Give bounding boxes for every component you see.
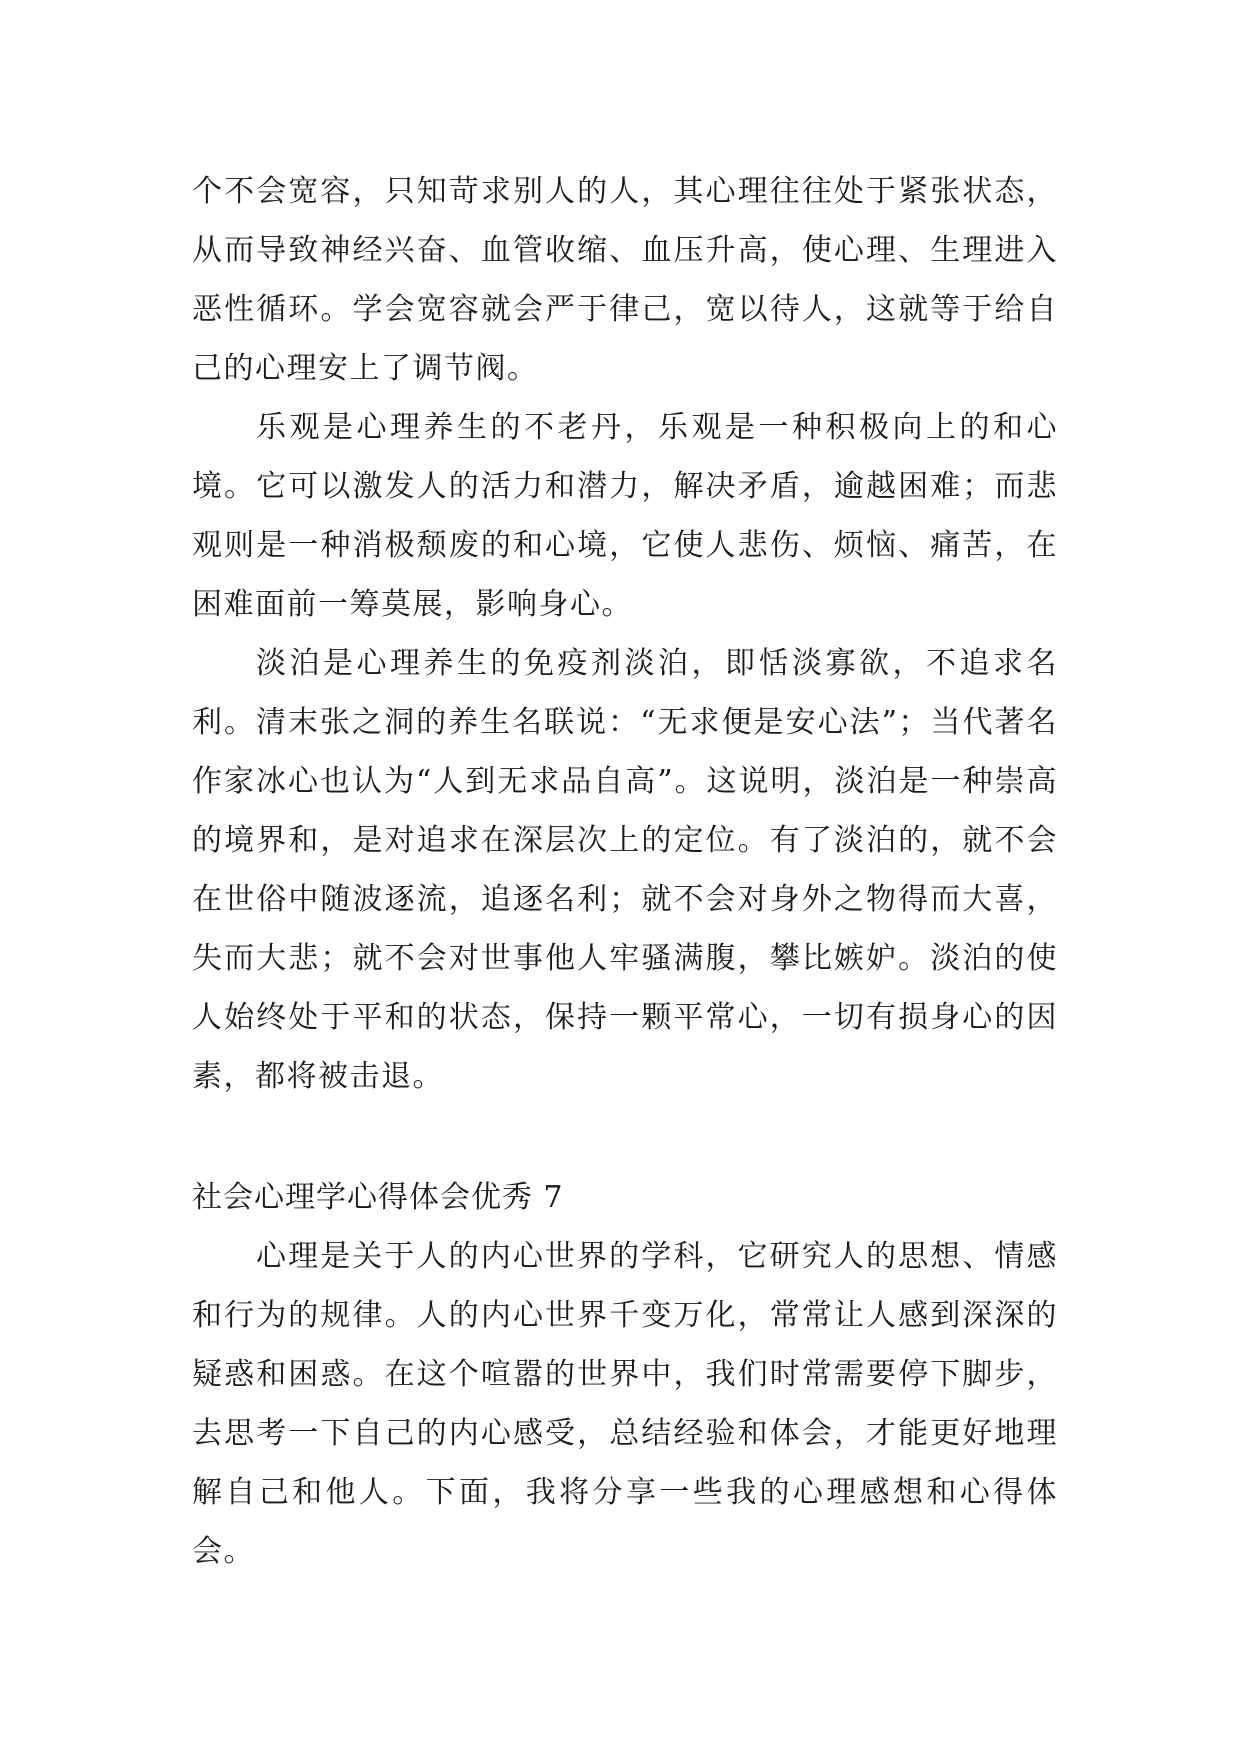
paragraph-psychology-intro: 心理是关于人的内心世界的学科，它研究人的思想、情感和行为的规律。人的内心世界千变万化，常常让人感到深深的疑惑和困惑。在这个喧嚣的世界中，我们时常需要停下脚步，去思考一下自己的内心感受，总结经验和体会，才能更好地理解自己和他人。下面，我将分享一些我的心理感想和心得体会。 [192,1239,1058,1569]
paragraph-tolerance: 个不会宽容，只知苛求别人的人，其心理往往处于紧张状态，从而导致神经兴奋、血管收缩、血压升高，使心理、生理进入恶性循环。学会宽容就会严于律己，宽以待人，这就等于给自己的心理安上了调节阀。 [192,174,1058,386]
section-title: 社会心理学心得体会优秀 7 [192,1180,564,1215]
document-body [192,162,1058,1581]
paragraph-indifference: 淡泊是心理养生的免疫剂淡泊，即恬淡寡欲，不追求名利。清末张之洞的养生名联说：“无求便是安心法”；当代著名作家冰心也认为“人到无求品自高”。这说明，淡泊是一种崇高的境界和，是对追求在深层次上的定位。有了淡泊的，就不会在世俗中随波逐流，追逐名利；就不会对身外之物得而大喜，失而大悲；就不会对世事他人牢骚满腹，攀比嫉妒。淡泊的使人始终处于平和的状态，保持一颗平常心，一切有损身心的因素，都将被击退。 [192,646,1058,1094]
paragraph-optimism: 乐观是心理养生的不老丹，乐观是一种积极向上的和心境。它可以激发人的活力和潜力，解决矛盾，逾越困难；而悲观则是一种消极颓废的和心境，它使人悲伤、烦恼、痛苦，在困难面前一筹莫展，影响身心。 [192,410,1058,622]
